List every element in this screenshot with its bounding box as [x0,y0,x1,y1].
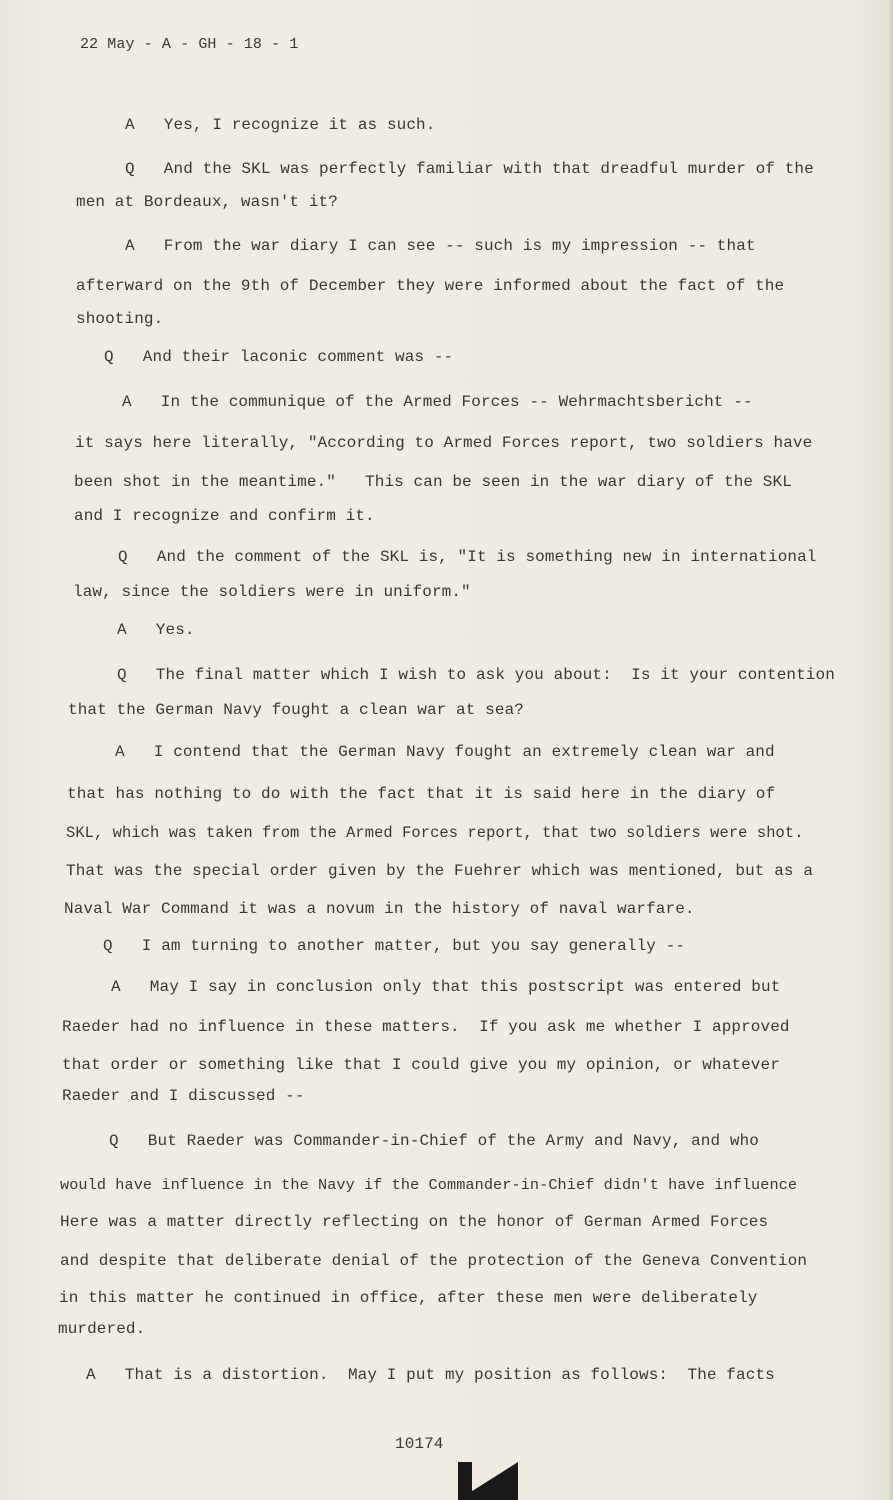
transcript-line: A May I say in conclusion only that this postscript was entered but [111,978,781,996]
transcript-line: in this matter he continued in office, after these men were deliberately [59,1289,758,1307]
transcript-line: that order or something like that I could give you my opinion, or whatever [62,1056,780,1074]
transcript-line: that the German Navy fought a clean war at sea? [68,701,524,719]
transcript-line: law, since the soldiers were in uniform." [73,583,471,601]
transcript-line: would have influence in the Navy if the Commander-in-Chief didn't have influence [60,1176,798,1194]
transcript-line: men at Bordeaux, wasn't it? [76,193,338,211]
page-number: 10174 [395,1435,444,1453]
transcript-line: Q But Raeder was Commander-in-Chief of the Army and Navy, and who [109,1132,760,1150]
transcript-line: Q And their laconic comment was -- [104,348,454,366]
transcript-line: Naval War Command it was a novum in the history of naval warfare. [64,900,695,918]
torn-corner-edge [458,1462,518,1500]
transcript-line: SKL, which was taken from the Armed Forces report, that two soldiers were shot. [66,824,804,842]
transcript-line: Q And the comment of the SKL is, "It is something new in international [118,548,817,566]
transcript-line: and I recognize and confirm it. [74,507,375,525]
transcript-line: it says here literally, "According to Armed Forces report, two soldiers have [75,434,813,452]
transcript-line: Raeder and I discussed -- [62,1087,305,1105]
transcript-line: Q The final matter which I wish to ask you about: Is it your contention [117,666,835,684]
transcript-line: and despite that deliberate denial of the protection of the Geneva Convention [60,1252,808,1270]
transcript-line: A In the communique of the Armed Forces -- Wehrmachtsbericht -- [122,393,753,411]
transcript-line: A From the war diary I can see -- such is my impression -- that [125,237,756,255]
transcript-line: That was the special order given by the Fuehrer which was mentioned, but as a [66,862,814,880]
transcript-line: A That is a distortion. May I put my position as follows: The facts [86,1366,775,1384]
transcript-line: Here was a matter directly reflecting on the honor of German Armed Forces [60,1213,769,1231]
transcript-line: A I contend that the German Navy fought an extremely clean war and [115,743,775,761]
page-header: 22 May - A - GH - 18 - 1 [80,36,299,53]
transcript-line: Q And the SKL was perfectly familiar with that dreadful murder of the [125,160,814,178]
transcript-line: afterward on the 9th of December they were informed about the fact of the [76,277,785,295]
transcript-line: been shot in the meantime." This can be seen in the war diary of the SKL [74,473,792,491]
transcript-line: Q I am turning to another matter, but you say generally -- [103,937,686,955]
transcript-line: A Yes, I recognize it as such. [125,116,436,134]
transcript-line: Raeder had no influence in these matters. If you ask me whether I approved [62,1018,790,1036]
transcript-line: A Yes. [117,621,195,639]
transcript-line: shooting. [76,310,164,328]
transcript-line: that has nothing to do with the fact that it is said here in the diary of [67,785,776,803]
transcript-line: murdered. [58,1320,146,1338]
